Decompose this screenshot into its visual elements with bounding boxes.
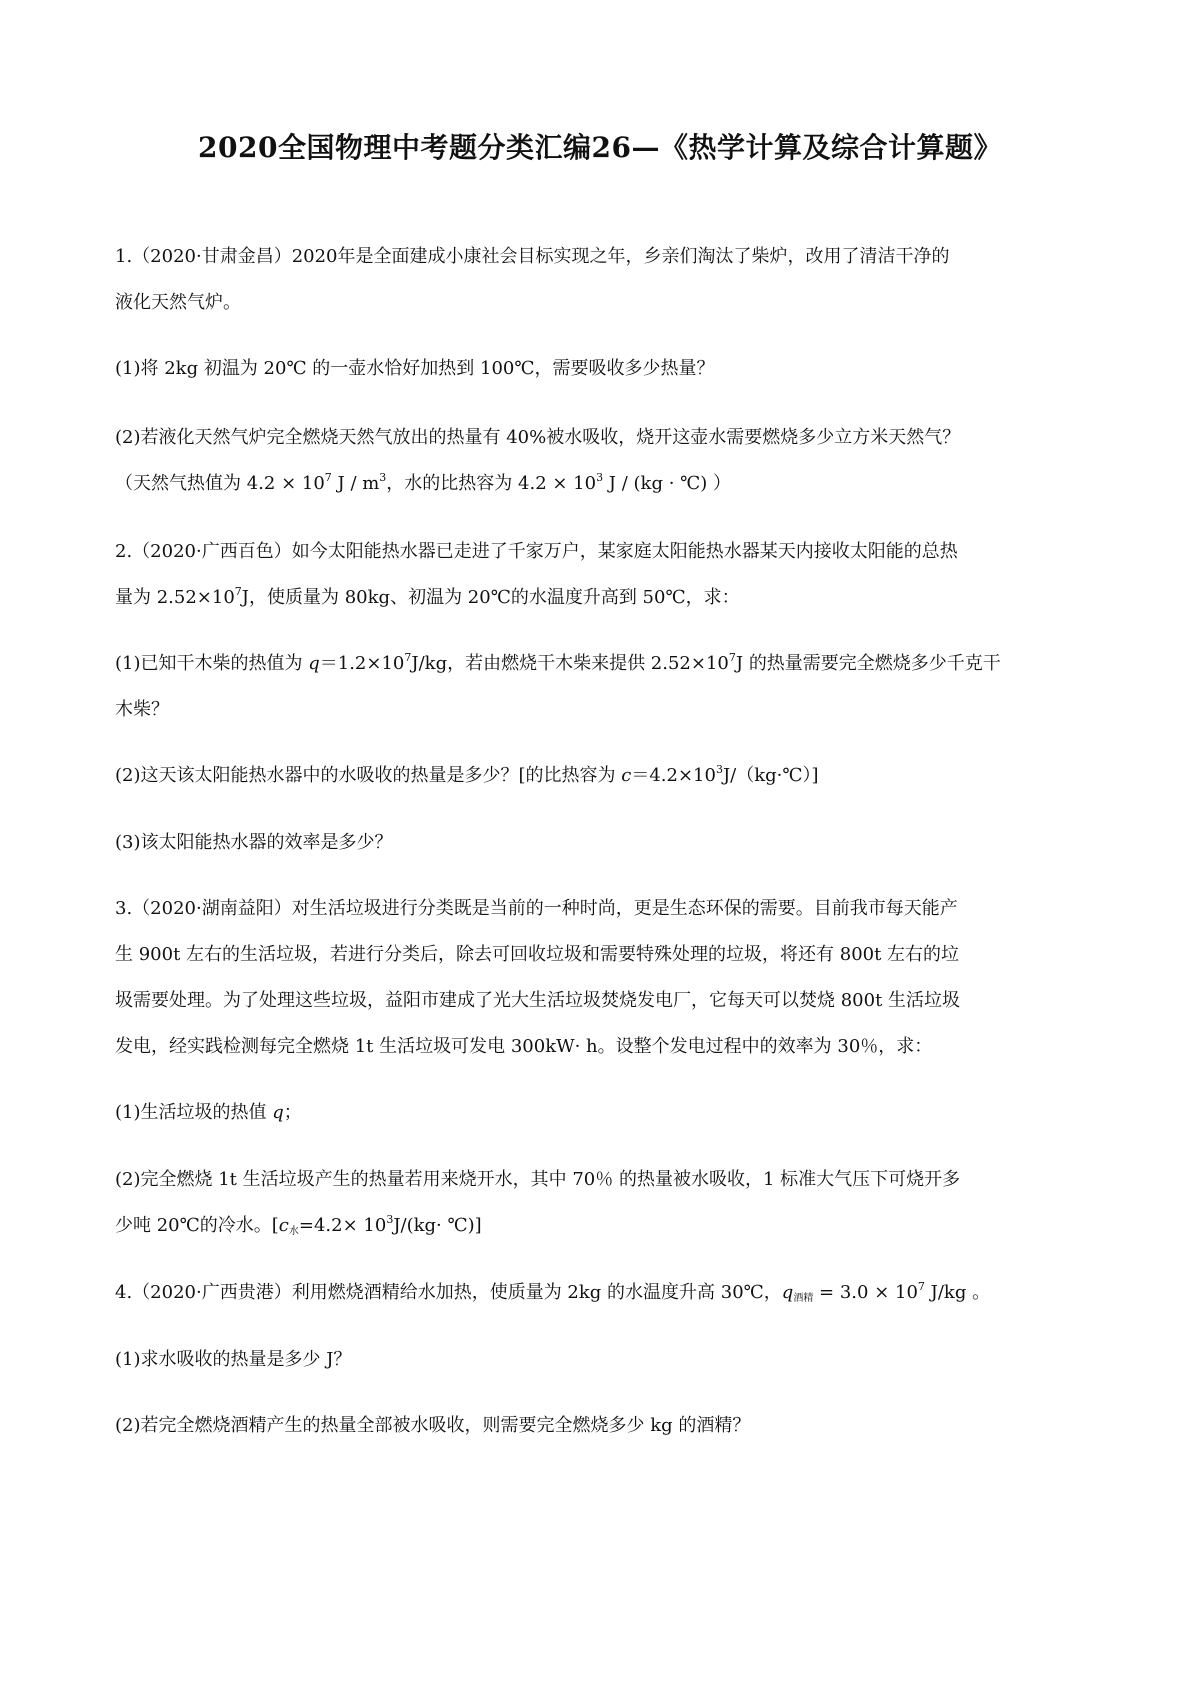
q4-line1-c: J/kg 。	[924, 1282, 991, 1303]
q4-line1-var: q	[781, 1282, 794, 1303]
q2-part1-exp1: 7	[404, 651, 412, 664]
q2-part2-c: J/（kg·℃）]	[722, 765, 819, 786]
q2-line2-a: 量为 2.52×10	[115, 587, 235, 608]
q4-part2: (2)若完全燃烧酒精产生的热量全部被水吸收，则需要完全燃烧多少 kg 的酒精？	[115, 1415, 751, 1436]
q3-part2-var: c	[278, 1215, 289, 1236]
q2-part2	[115, 762, 1100, 790]
q3-part1	[115, 1099, 1100, 1127]
q2-part1-line2: 木柴？	[115, 699, 169, 720]
q3-part2-line2-a: 少吨 20℃的冷水。[	[115, 1215, 279, 1236]
q3-part2-line2-b: =4.2× 10	[298, 1215, 387, 1236]
q3-part2-line1: (2)完全燃烧 1t 生活垃圾产生的热量若用来烧开水，其中 70％ 的热量被水吸收，1 标准大气压下可烧开多	[115, 1169, 961, 1190]
q1-note-c: ，水的比热容为 4.2 × 10	[386, 473, 597, 494]
q1-note-exp2: 3	[379, 471, 387, 484]
q2-part1-a: (1)已知干木柴的热值为	[115, 653, 309, 674]
q1-note-b: J / m	[331, 473, 380, 494]
q2-part1-d: J 的热量需要完全燃烧多少千克干	[735, 653, 1001, 674]
q2-part1-line1	[115, 650, 1100, 678]
q2-part2-b: ＝4.2×10	[631, 765, 716, 786]
q3-stem-line3: 圾需要处理。为了处理这些垃圾，益阳市建成了光大生活垃圾焚烧发电厂，它每天可以焚烧 800t 生活垃圾	[115, 990, 961, 1011]
q3-part2-line2	[115, 1212, 1100, 1240]
q4-line1-a: 4.（2020·广西贵港）利用燃烧酒精给水加热，使质量为 2kg 的水温度升高 30℃，	[115, 1282, 782, 1303]
q2-part1-exp2: 7	[728, 651, 736, 664]
q3-stem-line1: 3.（2020·湖南益阳）对生活垃圾进行分类既是当前的一种时尚，更是生态环保的需要。目前我市每天能产	[115, 898, 958, 919]
q2-part2-a: (2)这天该太阳能热水器中的水吸收的热量是多少？[的比热容为	[115, 765, 622, 786]
q2-part3: (3)该太阳能热水器的效率是多少？	[115, 832, 393, 853]
document-title: 2020全国物理中考题分类汇编26—《热学计算及综合计算题》	[198, 131, 1002, 164]
q1-note-d: J / (kg · ℃) ）	[603, 473, 732, 494]
q3-part2-line2-c: J/(kg· ℃)]	[393, 1215, 482, 1236]
q1-part2: (2)若液化天然气炉完全燃烧天然气放出的热量有 40%被水吸收，烧开这壶水需要燃烧多少立方米天然气？	[115, 427, 961, 448]
q1-note-a: （天然气热值为 4.2 × 10	[115, 473, 325, 494]
q3-part1-a: (1)生活垃圾的热值	[115, 1102, 273, 1123]
q2-part1-c: J/kg，若由燃烧干木柴来提供 2.52×10	[411, 653, 729, 674]
q4-line1-b: = 3.0 × 10	[813, 1282, 918, 1303]
q4-line1-sub: 酒精	[793, 1293, 814, 1304]
q2-part2-exp: 3	[715, 763, 723, 776]
q3-stem-line4: 发电，经实践检测每完全燃烧 1t 生活垃圾可发电 300kW· h。设整个发电过程中的效率为 30％，求：	[115, 1036, 933, 1057]
q4-line1-exp: 7	[917, 1280, 925, 1293]
q1-note-exp1: 7	[324, 471, 332, 484]
q1-note-exp3: 3	[596, 471, 604, 484]
q3-part1-var: q	[272, 1102, 284, 1123]
q1-stem-line1: 1.（2020·甘肃金昌）2020年是全面建成小康社会目标实现之年，乡亲们淘汰了柴炉，改用了清洁干净的	[115, 246, 950, 267]
q1-part1: (1)将 2kg 初温为 20℃ 的一壶水恰好加热到 100℃，需要吸收多少热量？	[115, 358, 715, 379]
q4-part1: (1)求水吸收的热量是多少 J？	[115, 1349, 352, 1370]
q3-stem-line2: 生 900t 左右的生活垃圾，若进行分类后，除去可回收垃圾和需要特殊处理的垃圾，将还有 800t 左右的垃	[115, 944, 960, 965]
q3-part1-b: ；	[283, 1102, 302, 1123]
q2-stem-line1: 2.（2020·广西百色）如今太阳能热水器已走进了千家万户，某家庭太阳能热水器某天内接收太阳能的总热	[115, 541, 958, 562]
q1-constants-note	[115, 470, 1100, 498]
q2-line2-exp: 7	[234, 585, 242, 598]
q2-part1-var: q	[308, 653, 320, 674]
q1-stem-line2: 液化天然气炉。	[115, 292, 241, 313]
q3-part2-sub: 水	[288, 1226, 299, 1237]
q2-part1-b: ＝1.2×10	[319, 653, 405, 674]
q2-stem-line2	[115, 584, 1100, 612]
q3-part2-exp: 3	[386, 1213, 394, 1226]
q2-line2-b: J，使质量为 80kg、初温为 20℃的水温度升高到 50℃，求：	[241, 587, 740, 608]
q4-stem-line1	[115, 1279, 1100, 1307]
q2-part2-var: c	[621, 765, 632, 786]
